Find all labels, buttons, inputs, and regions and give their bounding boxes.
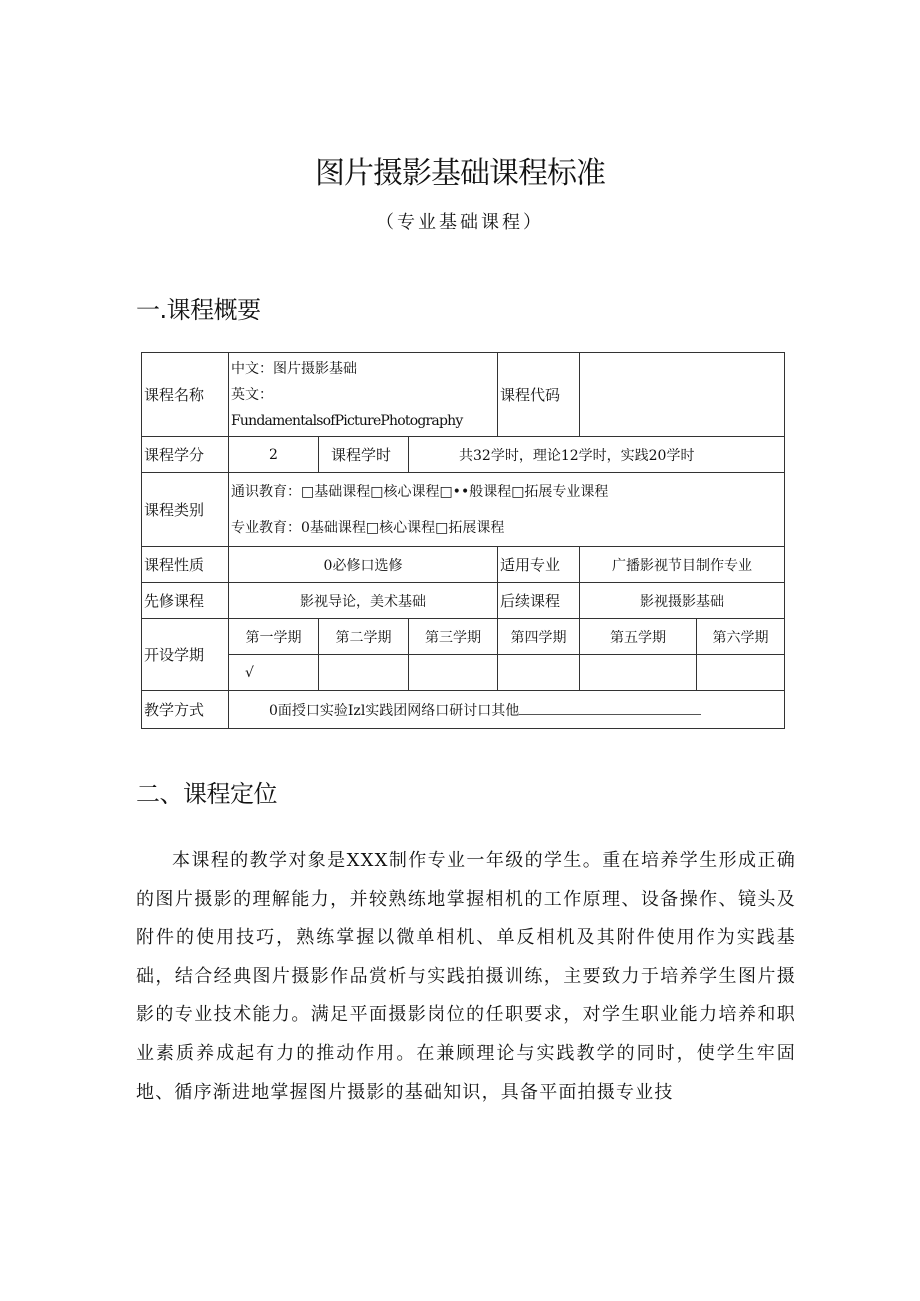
course-name-value xyxy=(229,353,498,437)
semester-check xyxy=(498,655,580,691)
teaching-method-label: 教学方式 xyxy=(142,691,229,729)
course-nature-value: 0必修口选修 xyxy=(229,547,498,583)
course-name-en-label: 英文： xyxy=(231,386,273,403)
applicable-major-label: 适用专业 xyxy=(498,547,580,583)
course-name-label: 课程名称 xyxy=(142,353,229,437)
semester-header: 第二学期 xyxy=(319,619,409,655)
page-title: 图片摄影基础课程标准 xyxy=(315,156,605,191)
course-info-table xyxy=(141,352,785,729)
course-code-label: 课程代码 xyxy=(498,353,580,437)
semester-header: 第六学期 xyxy=(697,619,785,655)
category-major: 专业教育：0基础课程□核心课程□拓展课程 xyxy=(231,519,505,536)
positioning-paragraph xyxy=(136,842,796,1112)
semester-check xyxy=(319,655,409,691)
course-category-value xyxy=(229,473,785,547)
semester-check xyxy=(697,655,785,691)
applicable-major-value: 广播影视节目制作专业 xyxy=(580,547,785,583)
course-name-en: FundamentalsofPicturePhotography xyxy=(231,412,463,429)
section-heading-overview: 一.课程概要 xyxy=(136,296,261,324)
positioning-text: 本课程的教学对象是XXX制作专业一年级的学生。重在培养学生形成正确的图片摄影的理解能力，并较熟练地掌握相机的工作原理、设备操作、镜头及附件的使用技巧，熟练掌握以微单相机、单反相机及其附件使用作为实践基础，结合经典图片摄影作品赏析与实践拍摄训练，主要致力于培养学生图片摄影的专业技术能力。满足平面摄影岗位的任职要求，对学生职业能力培养和职业素质养成起有力的推动作用。在兼顾理论与实践教学的同时，使学生牢固地、循序渐进地掌握图片摄影的基础知识，具备平面拍摄专业技 xyxy=(136,850,796,1103)
course-hours-value: 共32学时，理论12学时，实践20学时 xyxy=(409,437,785,473)
follow-label: 后续课程 xyxy=(498,583,580,619)
page-subtitle: （专业基础课程） xyxy=(376,212,544,233)
course-nature-label: 课程性质 xyxy=(142,547,229,583)
semester-header: 第五学期 xyxy=(580,619,697,655)
section-heading-positioning: 二、课程定位 xyxy=(136,780,277,808)
course-credit-label: 课程学分 xyxy=(142,437,229,473)
semester-check xyxy=(409,655,498,691)
prereq-label: 先修课程 xyxy=(142,583,229,619)
course-code-value xyxy=(580,353,785,437)
teaching-method-value xyxy=(229,691,785,729)
other-blank-line xyxy=(519,702,701,715)
semester-check: √ xyxy=(229,655,319,691)
follow-value: 影视摄影基础 xyxy=(580,583,785,619)
category-general: 通识教育：□基础课程□核心课程□••般课程□拓展专业课程 xyxy=(231,483,609,500)
semester-header: 第四学期 xyxy=(498,619,580,655)
semester-label: 开设学期 xyxy=(142,619,229,691)
semester-check xyxy=(580,655,697,691)
semester-header: 第一学期 xyxy=(229,619,319,655)
course-hours-label: 课程学时 xyxy=(319,437,409,473)
course-name-cn: 中文：图片摄影基础 xyxy=(231,360,357,377)
semester-header: 第三学期 xyxy=(409,619,498,655)
prereq-value: 影视导论，美术基础 xyxy=(229,583,498,619)
course-category-label: 课程类别 xyxy=(142,473,229,547)
course-credit-value: 2 xyxy=(229,437,319,473)
teaching-method-text: 0面授口实验Izl实践团网络口研讨口其他 xyxy=(269,702,520,719)
